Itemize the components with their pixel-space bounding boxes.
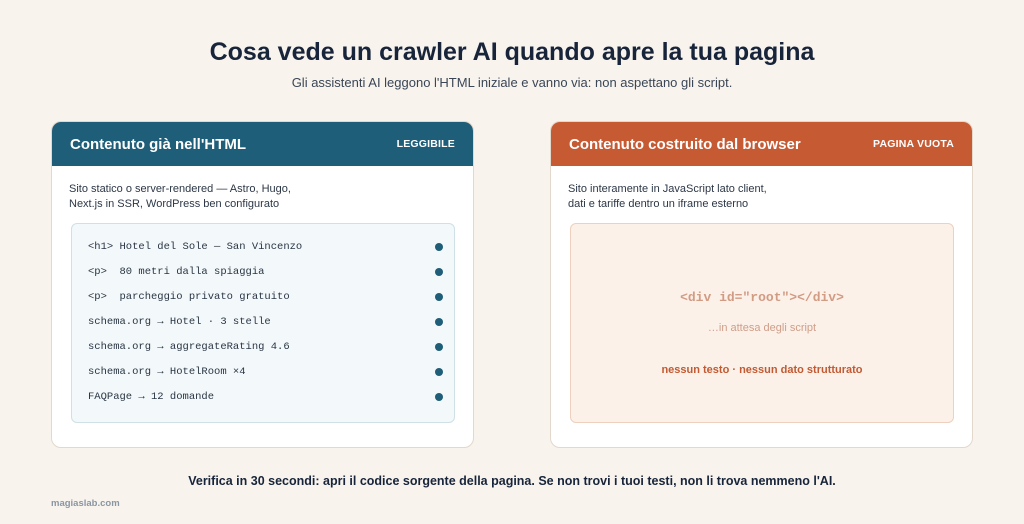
readable-card-title: Contenuto già nell'HTML <box>70 135 247 153</box>
page-title: Cosa vede un crawler AI quando apre la tua pagina <box>209 38 815 66</box>
bullet-dot-icon <box>435 243 443 251</box>
html-source-box <box>71 223 455 423</box>
code-line-text: schema.org → aggregateRating 4.6 <box>88 341 290 353</box>
page-subtitle: Gli assistenti AI leggono l'HTML iniziale e vanno via: non aspettano gli script. <box>291 75 733 90</box>
bullet-dot-icon <box>435 293 443 301</box>
verification-tip: Verifica in 30 secondi: apri il codice sorgente della pagina. Se non trovi i tuoi testi, non li trova nemmeno l'AI. <box>188 474 836 488</box>
code-line <box>88 238 443 256</box>
root-div-code: <div id="root"></div> <box>680 290 844 305</box>
readable-desc-line-1: Sito statico o server-rendered — Astro, Hugo, <box>69 183 291 195</box>
code-line-text: <p> parcheggio privato gratuito <box>88 291 290 303</box>
code-line-text: FAQPage → 12 domande <box>88 391 215 403</box>
bullet-dot-icon <box>435 343 443 351</box>
readable-desc-line-2: Next.js in SSR, WordPress ben configurato <box>69 198 280 210</box>
no-content-note: nessun testo · nessun dato strutturato <box>661 364 863 376</box>
empty-content-card <box>550 121 973 448</box>
code-line-text: <p> 80 metri dalla spiaggia <box>88 266 265 278</box>
code-line-text: <h1> Hotel del Sole — San Vincenzo <box>88 241 303 253</box>
code-line-text: schema.org → Hotel · 3 stelle <box>88 316 271 328</box>
empty-desc-line-1: Sito interamente in JavaScript lato client, <box>568 183 767 195</box>
code-line <box>88 288 443 306</box>
brand-credit: magiaslab.com <box>51 498 120 509</box>
code-line <box>88 263 443 281</box>
readable-badge: LEGGIBILE <box>396 138 455 150</box>
empty-card-description <box>568 182 868 212</box>
code-line-text: schema.org → HotelRoom ×4 <box>88 366 246 378</box>
readable-card-description <box>69 182 369 212</box>
readable-content-card <box>51 121 474 448</box>
bullet-dot-icon <box>435 318 443 326</box>
bullet-dot-icon <box>435 393 443 401</box>
waiting-text: …in attesa degli script <box>707 322 817 334</box>
empty-card-title: Contenuto costruito dal browser <box>569 135 801 153</box>
code-line <box>88 313 443 331</box>
empty-page-badge: PAGINA VUOTA <box>873 138 954 150</box>
bullet-dot-icon <box>435 368 443 376</box>
code-line <box>88 338 443 356</box>
readable-card-header <box>52 122 473 166</box>
code-line <box>88 388 443 406</box>
bullet-dot-icon <box>435 268 443 276</box>
empty-card-header <box>551 122 972 166</box>
code-line <box>88 363 443 381</box>
empty-render-box <box>570 223 954 423</box>
empty-desc-line-2: dati e tariffe dentro un iframe esterno <box>568 198 749 210</box>
